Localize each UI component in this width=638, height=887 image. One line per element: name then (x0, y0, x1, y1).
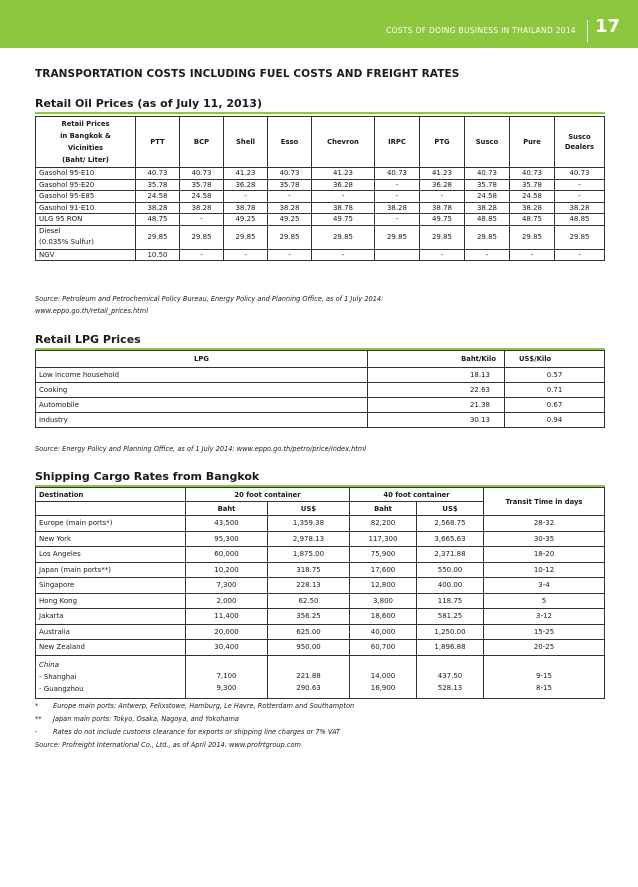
oil-price-cell: 35.78 (180, 179, 224, 191)
lpg-usd-cell: 0.67 (505, 398, 605, 413)
shipping-20-baht-cell: 2,000 (186, 593, 268, 609)
table-row-china (36, 655, 605, 698)
shipping-header-row-1 (36, 488, 605, 502)
oil-row-label: Diesel (0.035% Sulfur) (36, 225, 136, 249)
shipping-20-usd-cell: 62.50 (268, 593, 350, 609)
shipping-transit-cell: 15-25 (484, 624, 605, 640)
oil-price-cell: 24.58 (180, 191, 224, 203)
lpg-row-label: Industry (36, 413, 368, 428)
lpg-baht-cell: 30.13 (368, 413, 505, 428)
table-row (36, 202, 605, 214)
shipping-20-baht-cell: 11,400 (186, 609, 268, 625)
oil-col-irpc: IRPC (375, 117, 420, 168)
shipping-subheader-blank (36, 502, 186, 516)
oil-price-cell: - (555, 179, 605, 191)
oil-price-cell: 48.75 (510, 214, 555, 226)
shipping-40-baht-cell: 40,000 (350, 624, 417, 640)
shipping-20-baht-cell: 43,500 (186, 516, 268, 532)
oil-price-cell: 48.75 (136, 214, 180, 226)
table-row (36, 531, 605, 547)
oil-price-cell: 38.28 (180, 202, 224, 214)
oil-row-label: NGV (36, 249, 136, 261)
table-row (36, 398, 605, 413)
oil-price-cell: 38.78 (312, 202, 375, 214)
shipping-transit-cell: 28-32 (484, 516, 605, 532)
shipping-40-baht-cell: 3,800 (350, 593, 417, 609)
shipping-sub-20-baht: Baht (186, 502, 268, 516)
shipping-transit-cell: 18-20 (484, 547, 605, 563)
header-title: COSTS OF DOING BUSINESS IN THAILAND 2014 (386, 26, 576, 35)
oil-price-cell: - (375, 179, 420, 191)
lpg-baht-cell: 21.38 (368, 398, 505, 413)
oil-price-cell: - (312, 249, 375, 261)
oil-price-cell: 24.58 (510, 191, 555, 203)
table-row (36, 368, 605, 383)
shipping-20-usd-cell: 625.00 (268, 624, 350, 640)
china-40-baht: 14,000 16,900 (350, 655, 417, 698)
shipping-40-usd-cell: 2,371.88 (417, 547, 484, 563)
shipping-transit-cell: 5 (484, 593, 605, 609)
oil-price-cell: 49.75 (420, 214, 465, 226)
oil-source: Source: Petroleum and Petrochemical Policy Bureau, Energy Policy and Planning Office, as of 1 July 2014: www.eppo.go.th/retail_prices.html (35, 295, 384, 315)
shipping-40-usd-cell: 581.25 (417, 609, 484, 625)
shipping-40-baht-cell: 18,600 (350, 609, 417, 625)
oil-price-cell: 35.78 (510, 179, 555, 191)
oil-price-cell: - (375, 191, 420, 203)
lpg-row-label: Low income household (36, 368, 368, 383)
oil-price-cell: 38.28 (136, 202, 180, 214)
oil-price-cell: - (180, 249, 224, 261)
shipping-destination-cell: New Zealand (36, 640, 186, 656)
oil-price-cell: 29.85 (465, 225, 510, 249)
lpg-usd-cell: 0.94 (505, 413, 605, 428)
shipping-20-baht-cell: 30,400 (186, 640, 268, 656)
table-row (36, 225, 605, 249)
oil-price-cell: 29.85 (268, 225, 312, 249)
note-item: ** Japan main ports: Tokyo, Osaka, Nagoya, and Yokohama (35, 715, 239, 723)
oil-price-cell: 38.28 (268, 202, 312, 214)
table-row (36, 547, 605, 563)
oil-price-cell: 38.78 (224, 202, 268, 214)
oil-price-cell: - (180, 214, 224, 226)
oil-price-cell: - (555, 249, 605, 261)
shipping-destination-cell: Australia (36, 624, 186, 640)
oil-price-cell: 40.73 (136, 168, 180, 180)
shipping-40-baht-cell: 17,600 (350, 562, 417, 578)
shipping-40-usd-cell: 2,568.75 (417, 516, 484, 532)
shipping-40-usd-cell: 118.75 (417, 593, 484, 609)
lpg-prices-table (35, 350, 605, 428)
oil-price-cell: 49.75 (312, 214, 375, 226)
oil-col-bcp: BCP (180, 117, 224, 168)
shipping-transit-cell: 10-12 (484, 562, 605, 578)
shipping-section-title: Shipping Cargo Rates from Bangkok (35, 470, 260, 483)
page-number: 17 (594, 16, 620, 37)
oil-price-cell: 40.73 (375, 168, 420, 180)
shipping-40-usd-cell: 550.00 (417, 562, 484, 578)
oil-section-rule (35, 112, 605, 114)
table-row (36, 214, 605, 226)
oil-price-cell: 41.23 (420, 168, 465, 180)
oil-price-cell: 29.85 (510, 225, 555, 249)
table-row (36, 624, 605, 640)
shipping-20-usd-cell: 228.13 (268, 578, 350, 594)
oil-price-cell: 48.85 (465, 214, 510, 226)
oil-price-cell: 38.28 (555, 202, 605, 214)
oil-price-cell: 36.28 (224, 179, 268, 191)
oil-price-cell: 35.78 (465, 179, 510, 191)
oil-header-row (36, 117, 605, 168)
shipping-col-40ft: 40 foot container (350, 488, 484, 502)
oil-price-cell: 29.85 (420, 225, 465, 249)
table-row (36, 249, 605, 261)
oil-price-cell: 35.78 (268, 179, 312, 191)
lpg-header-row (36, 351, 605, 368)
shipping-20-usd-cell: 1,875.00 (268, 547, 350, 563)
shipping-20-usd-cell: 356.25 (268, 609, 350, 625)
lpg-col-type: LPG (36, 351, 368, 368)
oil-prices-table (35, 116, 605, 261)
oil-price-cell: 40.73 (180, 168, 224, 180)
shipping-source: Source: Profreight International Co., Ltd., as of April 2014: www.profrtgroup.com (35, 741, 301, 749)
oil-price-cell: 49.25 (224, 214, 268, 226)
table-row (36, 593, 605, 609)
table-row (36, 516, 605, 532)
table-row (36, 640, 605, 656)
oil-price-cell: - (224, 191, 268, 203)
table-row (36, 562, 605, 578)
shipping-destination-cell: Europe (main ports*) (36, 516, 186, 532)
china-20-baht: 7,100 9,300 (186, 655, 268, 698)
shipping-transit-cell: 20-25 (484, 640, 605, 656)
shipping-20-usd-cell: 2,978.13 (268, 531, 350, 547)
oil-price-cell: 29.85 (555, 225, 605, 249)
oil-col-esso: Esso (268, 117, 312, 168)
oil-price-cell: 29.85 (180, 225, 224, 249)
oil-row-label: Gasohol 95-E10 (36, 168, 136, 180)
oil-row-label: Gasohol 95-E85 (36, 191, 136, 203)
oil-price-cell: 24.58 (136, 191, 180, 203)
oil-row-label: ULG 95 RON (36, 214, 136, 226)
shipping-40-usd-cell: 1,896.88 (417, 640, 484, 656)
table-row (36, 168, 605, 180)
oil-price-cell: - (510, 249, 555, 261)
shipping-destination-cell: Japan (main ports**) (36, 562, 186, 578)
oil-price-cell: 41.23 (312, 168, 375, 180)
shipping-40-baht-cell: 117,300 (350, 531, 417, 547)
shipping-rates-table (35, 487, 605, 699)
oil-price-cell: 29.85 (312, 225, 375, 249)
oil-price-cell: 38.28 (375, 202, 420, 214)
shipping-40-baht-cell: 60,700 (350, 640, 417, 656)
shipping-col-20ft: 20 foot container (186, 488, 350, 502)
lpg-baht-cell: 22.63 (368, 383, 505, 398)
shipping-40-baht-cell: 75,900 (350, 547, 417, 563)
table-row (36, 383, 605, 398)
oil-price-cell: 10.50 (136, 249, 180, 261)
table-row (36, 191, 605, 203)
oil-price-cell: 49.25 (268, 214, 312, 226)
shipping-20-usd-cell: 950.00 (268, 640, 350, 656)
shipping-notes (35, 700, 354, 752)
shipping-transit-cell: 3-4 (484, 578, 605, 594)
oil-price-cell: - (555, 191, 605, 203)
shipping-destination-cell: Los Angeles (36, 547, 186, 563)
lpg-row-label: Automobile (36, 398, 368, 413)
shipping-destination-cell: Singapore (36, 578, 186, 594)
shipping-20-baht-cell: 10,200 (186, 562, 268, 578)
table-row (36, 179, 605, 191)
oil-price-cell: - (420, 249, 465, 261)
shipping-destination-cell: Hong Kong (36, 593, 186, 609)
lpg-section-title: Retail LPG Prices (35, 333, 141, 346)
page-title: TRANSPORTATION COSTS INCLUDING FUEL COSTS AND FREIGHT RATES (35, 68, 460, 80)
lpg-baht-cell: 18.13 (368, 368, 505, 383)
oil-col-susco-dealers: Susco Dealers (555, 117, 605, 168)
oil-price-cell: - (465, 249, 510, 261)
shipping-20-baht-cell: 7,300 (186, 578, 268, 594)
shipping-col-destination: Destination (36, 488, 186, 502)
shipping-transit-cell: 30-35 (484, 531, 605, 547)
shipping-destination-cell: Jakarta (36, 609, 186, 625)
china-20-usd: 221.88 290.63 (268, 655, 350, 698)
oil-price-cell: 38.28 (465, 202, 510, 214)
table-row (36, 413, 605, 428)
shipping-sub-40-baht: Baht (350, 502, 417, 516)
shipping-40-baht-cell: 12,800 (350, 578, 417, 594)
oil-price-cell: - (268, 249, 312, 261)
table-row (36, 609, 605, 625)
oil-price-cell: - (375, 214, 420, 226)
oil-price-cell: - (268, 191, 312, 203)
lpg-source: Source: Energy Policy and Planning Office, as of 1 July 2014: www.eppo.go.th/petro/price/index.html (35, 445, 367, 453)
oil-price-cell: 35.78 (136, 179, 180, 191)
oil-col-ptt: PTT (136, 117, 180, 168)
lpg-usd-cell: 0.57 (505, 368, 605, 383)
oil-col-chevron: Chevron (312, 117, 375, 168)
china-transit: 9-15 8-15 (484, 655, 605, 698)
oil-price-cell: 48.85 (555, 214, 605, 226)
oil-price-cell: 38.28 (510, 202, 555, 214)
oil-col-ptg: PTG (420, 117, 465, 168)
oil-price-cell: 36.28 (420, 179, 465, 191)
oil-price-cell: 40.73 (268, 168, 312, 180)
shipping-20-baht-cell: 20,000 (186, 624, 268, 640)
oil-row-label: Gasohol 91-E10 (36, 202, 136, 214)
china-guangzhou-label: - Guangzhou (39, 684, 84, 693)
china-destination-cell (36, 655, 186, 698)
shipping-40-usd-cell: 1,250.00 (417, 624, 484, 640)
shipping-20-usd-cell: 318.75 (268, 562, 350, 578)
shipping-sub-40-usd: US$ (417, 502, 484, 516)
oil-price-cell: - (224, 249, 268, 261)
lpg-usd-cell: 0.71 (505, 383, 605, 398)
oil-price-cell: 29.85 (136, 225, 180, 249)
lpg-col-baht: Baht/Kilo (368, 351, 505, 368)
oil-price-cell: 36.28 (312, 179, 375, 191)
oil-price-cell: 40.73 (555, 168, 605, 180)
shipping-sub-20-usd: US$ (268, 502, 350, 516)
shipping-20-baht-cell: 60,000 (186, 547, 268, 563)
lpg-row-label: Cooking (36, 383, 368, 398)
oil-price-cell: 29.85 (375, 225, 420, 249)
shipping-destination-cell: New York (36, 531, 186, 547)
china-40-usd: 437.50 528.13 (417, 655, 484, 698)
oil-price-cell: 24.58 (465, 191, 510, 203)
shipping-20-baht-cell: 95,300 (186, 531, 268, 547)
lpg-col-usd: US$/Kilo (505, 351, 605, 368)
shipping-transit-cell: 3-12 (484, 609, 605, 625)
shipping-40-baht-cell: 82,200 (350, 516, 417, 532)
oil-price-cell: - (420, 191, 465, 203)
oil-price-cell: 29.85 (224, 225, 268, 249)
china-label: China (39, 660, 59, 669)
oil-section-title: Retail Oil Prices (as of July 11, 2013) (35, 97, 262, 110)
shipping-20-usd-cell: 1,359.38 (268, 516, 350, 532)
oil-price-cell: 40.73 (510, 168, 555, 180)
oil-col-shell: Shell (224, 117, 268, 168)
page-header-bar (0, 0, 638, 48)
oil-price-cell: 38.78 (420, 202, 465, 214)
oil-price-cell: 41.23 (224, 168, 268, 180)
oil-corner-header: Retail Prices in Bangkok & Vicinities (Baht/ Liter) (36, 117, 136, 168)
shipping-40-usd-cell: 3,665.63 (417, 531, 484, 547)
china-shanghai-label: - Shanghai (39, 672, 77, 681)
oil-row-label: Gasohol 95-E20 (36, 179, 136, 191)
shipping-col-transit: Transit Time in days (484, 488, 605, 516)
note-item: - Rates do not include customs clearance for exports or shipping line charges or 7% VAT (35, 728, 341, 736)
oil-col-susco: Susco (465, 117, 510, 168)
oil-price-cell (375, 249, 420, 261)
header-divider (587, 20, 588, 42)
note-item: * Europe main ports: Antwerp, Felixstowe, Hamburg, Le Havre, Rotterdam and Southampton (35, 702, 355, 710)
table-row (36, 578, 605, 594)
oil-price-cell: - (312, 191, 375, 203)
oil-col-pure: Pure (510, 117, 555, 168)
oil-price-cell: 40.73 (465, 168, 510, 180)
shipping-40-usd-cell: 400.00 (417, 578, 484, 594)
